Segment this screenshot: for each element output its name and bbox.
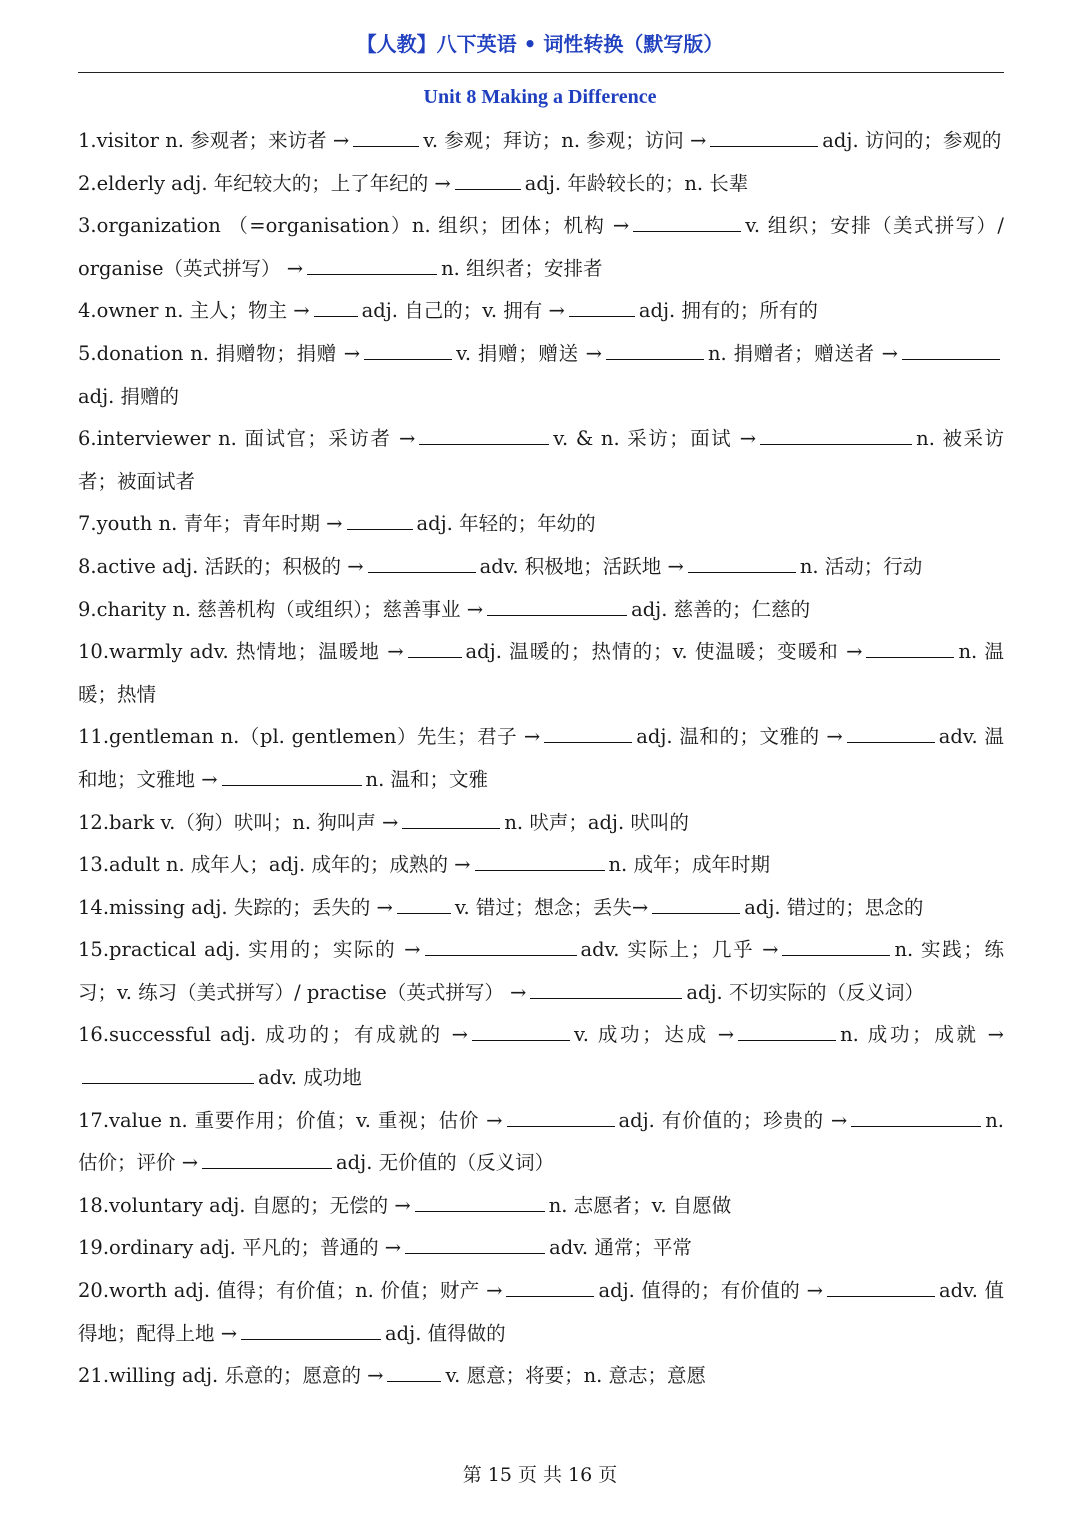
item-text: 8.active adj. 活跃的；积极的 → [78, 554, 364, 578]
item-text: adj. 温暖的；热情的；v. 使温暖；变暖和 → [465, 640, 863, 664]
answer-blank[interactable] [82, 1063, 254, 1084]
item-text: 10.warmly adv. 热情地；温暖地 → [78, 640, 404, 664]
answer-blank[interactable] [472, 1020, 570, 1041]
answer-blank[interactable] [652, 893, 740, 914]
answer-blank[interactable] [408, 637, 462, 658]
item-text: adj. 捐赠的 [78, 384, 180, 408]
exercise-item [78, 1355, 1004, 1398]
exercise-item [78, 205, 1004, 290]
answer-blank[interactable] [241, 1319, 381, 1340]
exercise-item [78, 1185, 1004, 1228]
answer-blank[interactable] [364, 339, 452, 360]
unit-title: Unit 8 Making a Difference [423, 86, 657, 108]
exercise-item [78, 631, 1004, 716]
item-text: 9.charity n. 慈善机构（或组织）；慈善事业 → [78, 597, 484, 621]
item-text: adv. 值得地；配得上地 → [78, 1279, 1004, 1345]
item-text: 20.worth adj. 值得；有价值；n. 价值；财产 → [78, 1279, 503, 1303]
item-text: 2.elderly adj. 年纪较大的；上了年纪的 → [78, 171, 451, 195]
item-text: adj. 访问的；参观的 [822, 129, 1002, 152]
item-text: adj. 值得做的 [385, 1321, 506, 1345]
item-text: adj. 无价值的（反义词） [336, 1151, 555, 1175]
item-text: adj. 错过的；思念的 [744, 895, 924, 919]
page-header-title: 【人教】八下英语 • 词性转换（默写版） [356, 32, 724, 56]
answer-blank[interactable] [405, 1233, 545, 1254]
item-text: adv. 通常；平常 [549, 1236, 692, 1260]
answer-blank[interactable] [347, 509, 413, 530]
exercise-item [78, 589, 1004, 632]
exercise-item [78, 120, 1004, 163]
item-text: 1.visitor n. 参观者；来访者 → [78, 129, 350, 152]
item-text: 15.practical adj. 实用的；实际的 → [78, 938, 421, 962]
answer-blank[interactable] [402, 808, 500, 829]
answer-blank[interactable] [314, 296, 358, 317]
item-text: 19.ordinary adj. 平凡的；普通的 → [78, 1236, 402, 1260]
item-text: n. 被采访者；被面试者 [78, 427, 1004, 493]
answer-blank[interactable] [847, 722, 935, 743]
exercise-item [78, 929, 1004, 1014]
answer-blank[interactable] [507, 1106, 615, 1127]
item-text: adv. 成功地 [258, 1066, 362, 1090]
item-text: v. 成功；达成 → [574, 1023, 735, 1047]
exercise-item [78, 1014, 1004, 1099]
item-text: adj. 不切实际的（反义词） [686, 980, 924, 1004]
item-text: adj. 值得的；有价值的 → [598, 1279, 823, 1303]
answer-blank[interactable] [425, 935, 577, 956]
item-text: 3.organization （=organisation）n. 组织；团体；机构 → [78, 214, 630, 238]
item-text: v. 错过；想念；丢失→ [454, 895, 649, 919]
answer-blank[interactable] [827, 1276, 935, 1297]
answer-blank[interactable] [633, 211, 741, 232]
exercise-item [78, 1100, 1004, 1185]
answer-blank[interactable] [544, 722, 632, 743]
item-text: adj. 温和的；文雅的 → [636, 725, 843, 749]
answer-blank[interactable] [419, 424, 549, 445]
item-text: 18.voluntary adj. 自愿的；无偿的 → [78, 1193, 411, 1217]
item-text: adj. 拥有的；所有的 [638, 299, 818, 323]
item-text: adv. 实际上；几乎 → [580, 938, 779, 962]
item-text: 21.willing adj. 乐意的；愿意的 → [78, 1364, 384, 1388]
item-text: n. 温和；文雅 [365, 767, 489, 791]
item-text: n. 实践；练习；v. 练习（美式拼写）/ practise（英式拼写） → [78, 938, 1004, 1004]
item-text: adj. 年轻的；年幼的 [416, 512, 596, 536]
answer-blank[interactable] [397, 893, 451, 914]
item-text: adj. 自己的；v. 拥有 → [361, 299, 565, 323]
exercise-item [78, 802, 1004, 845]
exercise-item [78, 887, 1004, 930]
item-text: 5.donation n. 捐赠物；捐赠 → [78, 341, 361, 365]
answer-blank[interactable] [387, 1361, 441, 1382]
item-text: 7.youth n. 青年；青年时期 → [78, 512, 343, 536]
exercise-item [78, 163, 1004, 206]
exercise-item [78, 1227, 1004, 1270]
item-text: n. 估价；评价 → [78, 1108, 1005, 1175]
answer-blank[interactable] [530, 978, 682, 999]
answer-blank[interactable] [202, 1148, 332, 1169]
answer-blank[interactable] [606, 339, 704, 360]
item-text: n. 捐赠者；赠送者 → [707, 341, 899, 365]
item-text: n. 温暖；热情 [78, 640, 1004, 706]
exercise-list [78, 120, 1004, 1398]
exercise-item [78, 1270, 1004, 1355]
item-text: n. 吠声；adj. 吠叫的 [504, 810, 689, 834]
answer-blank[interactable] [866, 637, 954, 658]
item-text: n. 组织者；安排者 [441, 256, 603, 280]
answer-blank[interactable] [455, 169, 521, 190]
item-text: 11.gentleman n.（pl. gentlemen）先生；君子 → [78, 725, 541, 749]
item-text: 4.owner n. 主人；物主 → [78, 299, 310, 323]
item-text: 6.interviewer n. 面试官；采访者 → [78, 427, 416, 451]
item-text: adv. 积极地；活跃地 → [479, 554, 684, 578]
item-text: v. 捐赠；赠送 → [456, 341, 602, 365]
answer-blank[interactable] [415, 1191, 545, 1212]
item-text: n. 志愿者；v. 自愿做 [548, 1193, 732, 1217]
exercise-item [78, 418, 1004, 503]
exercise-item [78, 503, 1004, 546]
answer-blank[interactable] [760, 424, 912, 445]
item-text: n. 活动；行动 [799, 554, 923, 578]
answer-blank[interactable] [487, 595, 627, 616]
exercise-item [78, 290, 1004, 333]
answer-blank[interactable] [851, 1106, 981, 1127]
answer-blank[interactable] [353, 126, 419, 147]
answer-blank[interactable] [222, 765, 362, 786]
item-text: 13.adult n. 成年人；adj. 成年的；成熟的 → [78, 853, 471, 877]
item-text: v. 组织；安排（美式拼写）/ organise（英式拼写） → [78, 214, 1004, 280]
item-text: adj. 年龄较长的；n. 长辈 [524, 171, 749, 195]
item-text: adv. 温和地；文雅地 → [78, 725, 1004, 791]
answer-blank[interactable] [782, 935, 890, 956]
exercise-item [78, 333, 1004, 418]
item-text: 12.bark v.（狗）吠叫；n. 狗叫声 → [78, 810, 399, 834]
item-text: v. & n. 采访；面试 → [553, 427, 757, 451]
exercise-item [78, 844, 1004, 887]
item-text: n. 成功；成就 → [840, 1023, 1004, 1047]
item-text: n. 成年；成年时期 [608, 853, 770, 877]
answer-blank[interactable] [569, 296, 635, 317]
item-text: 14.missing adj. 失踪的；丢失的 → [78, 895, 393, 919]
item-text: adj. 慈善的；仁慈的 [631, 597, 811, 621]
item-text: v. 参观；拜访；n. 参观；访问 → [423, 129, 707, 152]
item-text: 17.value n. 重要作用；价值；v. 重视；估价 → [78, 1108, 503, 1132]
item-text: 16.successful adj. 成功的；有成就的 → [78, 1023, 469, 1047]
exercise-item [78, 546, 1004, 589]
answer-blank[interactable] [475, 850, 605, 871]
answer-blank[interactable] [710, 126, 818, 147]
header-divider [78, 72, 1004, 73]
answer-blank[interactable] [738, 1020, 836, 1041]
item-text: v. 愿意；将要；n. 意志；意愿 [445, 1364, 707, 1388]
answer-blank[interactable] [902, 339, 1000, 360]
page-footer: 第 15 页 共 16 页 [462, 1464, 618, 1486]
answer-blank[interactable] [307, 254, 437, 275]
exercise-item [78, 716, 1004, 801]
answer-blank[interactable] [368, 552, 476, 573]
item-text: adj. 有价值的；珍贵的 → [618, 1108, 848, 1132]
answer-blank[interactable] [688, 552, 796, 573]
answer-blank[interactable] [506, 1276, 594, 1297]
